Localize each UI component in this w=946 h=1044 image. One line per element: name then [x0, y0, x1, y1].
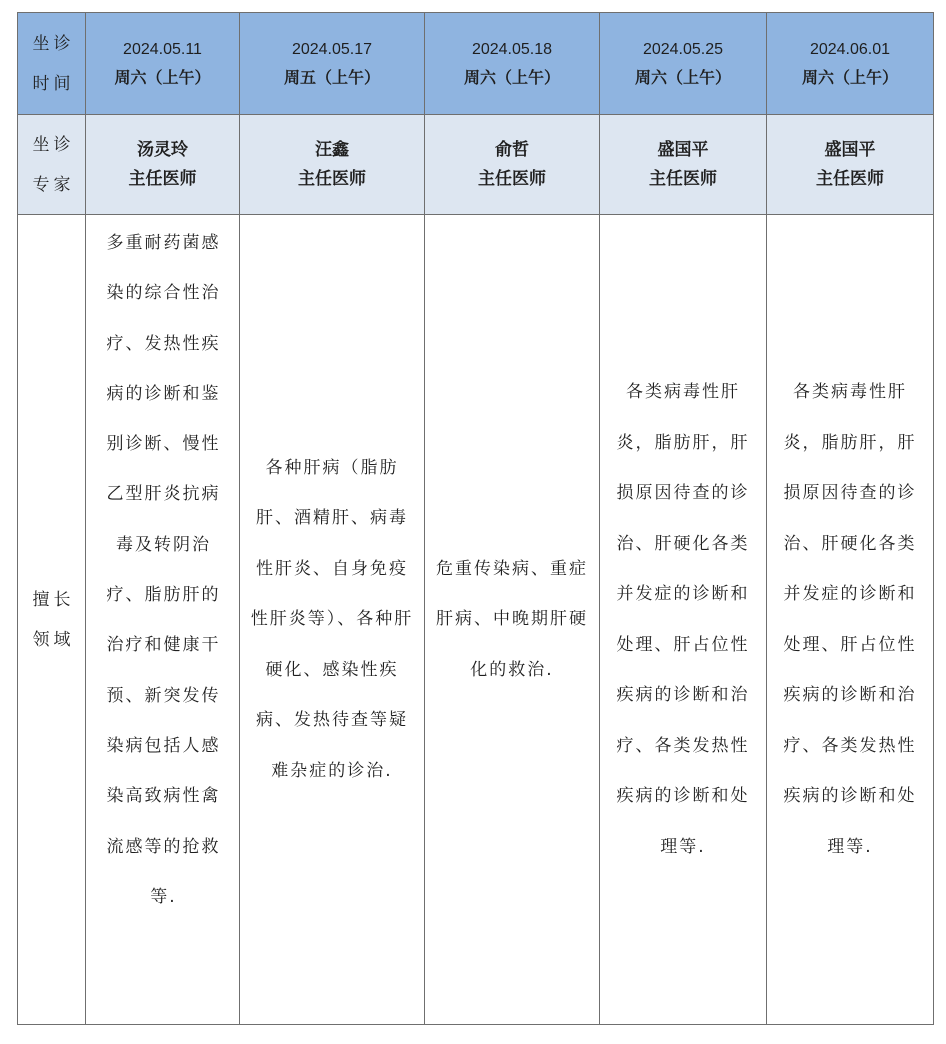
date-cell: [240, 13, 425, 115]
row-label-time: 坐诊 时间: [18, 13, 86, 115]
weekday: 周六（上午）: [801, 67, 898, 87]
specialty-cell: [767, 215, 934, 1025]
specialty-text: 多重耐药菌感染的综合性治疗、发热性疾病的诊断和鉴别诊断、慢性乙型肝炎抗病毒及转阴治疗、脂肪肝的治疗和健康干预、新突发传染病包括人感染高致病性禽流感等的抢救等.: [106, 233, 221, 907]
expert-cell: [425, 115, 600, 215]
expert-cell: [86, 115, 240, 215]
row-label-specialty: 擅长 领域: [18, 215, 86, 1025]
expert-name: 盛国平: [657, 139, 709, 160]
weekday: 周六（上午）: [634, 67, 731, 87]
specialty-text: 各类病毒性肝炎，脂肪肝，肝损原因待查的诊治、肝硬化各类并发症的诊断和处理、肝占位性疾病的诊断和治疗、各类发热性疾病的诊断和处理等.: [783, 382, 917, 857]
date: 2024.05.11: [123, 40, 202, 58]
expert-name: 俞哲: [495, 139, 529, 160]
expert-title: 主任医师: [298, 168, 366, 189]
date: 2024.05.18: [471, 40, 553, 58]
schedule-specialty-row: [18, 215, 934, 1025]
specialty-text: 危重传染病、重症肝病、中晚期肝硬化的救治.: [436, 558, 588, 680]
expert-cell: [240, 115, 425, 215]
date: 2024.05.17: [291, 40, 373, 58]
weekday: 周六（上午）: [114, 67, 211, 87]
date-cell: [767, 13, 934, 115]
date-cell: [86, 13, 240, 115]
expert-name: 盛国平: [824, 139, 876, 160]
specialty-cell: [240, 215, 425, 1025]
specialty-cell: [425, 215, 600, 1025]
specialty-text: 各种肝病（脂肪肝、酒精肝、病毒性肝炎、自身免疫性肝炎等）、各种肝硬化、感染性疾病、发热待查等疑难杂症的诊治.: [250, 457, 414, 781]
date-cell: [425, 13, 600, 115]
expert-title: 主任医师: [478, 168, 546, 189]
expert-name: 汪鑫: [315, 139, 349, 160]
expert-title: 主任医师: [128, 168, 197, 189]
expert-title: 主任医师: [816, 168, 884, 189]
row-label-expert: 坐诊 专家: [18, 115, 86, 215]
weekday: 周五（上午）: [283, 67, 380, 87]
specialty-text: 各类病毒性肝炎，脂肪肝，肝损原因待查的诊治、肝硬化各类并发症的诊断和处理、肝占位性疾病的诊断和治疗、各类发热性疾病的诊断和处理等.: [616, 382, 750, 857]
weekday: 周六（上午）: [463, 67, 560, 87]
specialty-cell: [600, 215, 767, 1025]
expert-schedule-table: [17, 12, 934, 1025]
schedule-expert-row: [18, 115, 934, 215]
specialty-cell: [86, 215, 240, 1025]
date-cell: [600, 13, 767, 115]
expert-cell: [767, 115, 934, 215]
schedule-time-row: [18, 13, 934, 115]
date: 2024.06.01: [809, 40, 891, 58]
expert-title: 主任医师: [649, 168, 717, 189]
expert-name: 汤灵玲: [137, 139, 188, 160]
expert-cell: [600, 115, 767, 215]
date: 2024.05.25: [642, 40, 724, 58]
